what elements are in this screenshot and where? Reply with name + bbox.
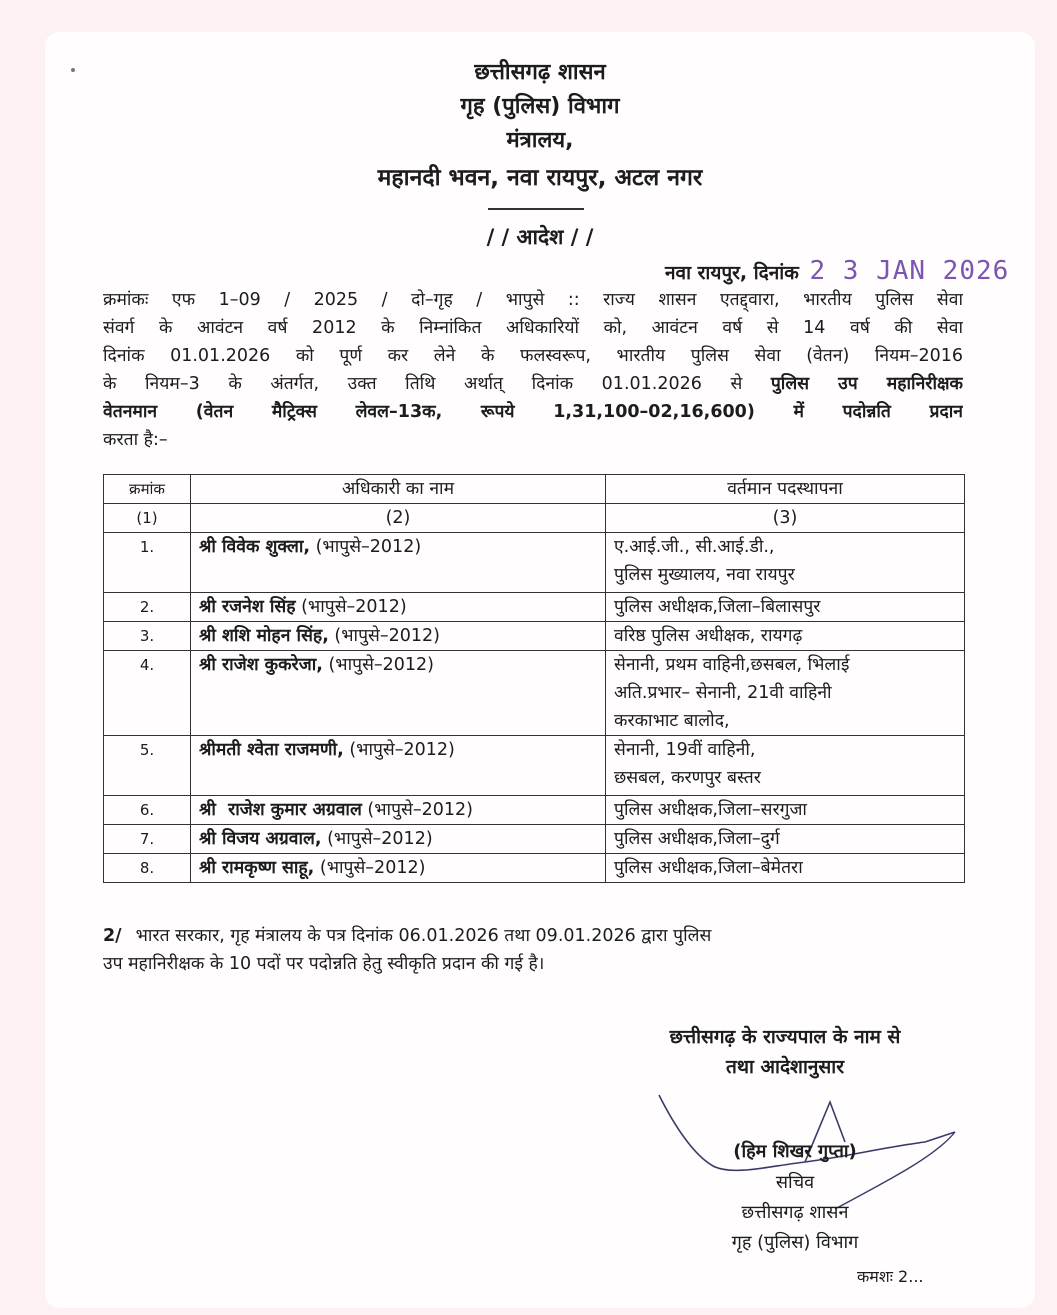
- continued-note: कमशः 2...: [857, 1267, 924, 1286]
- signatory-org-2: गृह (पुलिस) विभाग: [731, 1232, 859, 1253]
- order-paragraph: [103, 286, 963, 454]
- officer-name-cell: [191, 651, 606, 736]
- colnum-2: (2): [191, 504, 606, 533]
- rank-text: पुलिस उप महानिरीक्षक: [770, 374, 963, 394]
- posting-line: पुलिस अधीक्षक,जिला–सरगुजा: [614, 800, 807, 820]
- table-row: [104, 796, 965, 825]
- governor-line-2: तथा आदेशानुसार: [726, 1056, 844, 1078]
- posting-line: पुलिस अधीक्षक,जिला–बिलासपुर: [614, 597, 821, 617]
- dateline: [665, 256, 1009, 288]
- officer-batch: (भापुसे–2012): [301, 597, 407, 617]
- officer-name-cell: [191, 533, 606, 593]
- header-divider: [488, 208, 584, 210]
- paragraph-number: 2/: [103, 926, 122, 946]
- officer-name: श्री विजय अग्रवाल,: [199, 829, 322, 849]
- posting-line: पुलिस मुख्यालय, नवा रायपुर: [614, 565, 795, 585]
- serial-cell: 4.: [104, 651, 191, 736]
- posting-cell: [606, 825, 965, 854]
- officer-name: श्री रजनेश सिंह: [199, 597, 296, 617]
- paragraph-line: करता है:–: [103, 430, 168, 450]
- table-row: [104, 854, 965, 883]
- table-row: [104, 825, 965, 854]
- officer-name-cell: [191, 796, 606, 825]
- posting-line: ए.आई.जी., सी.आई.डी.,: [614, 537, 775, 557]
- posting-line: छसबल, करणपुर बस्तर: [614, 768, 761, 788]
- header-department: गृह (पुलिस) विभाग: [460, 94, 620, 119]
- signatory-org-1: छत्तीसगढ़ शासन: [741, 1202, 849, 1223]
- posting-line: करकाभाट बालोद,: [614, 711, 730, 731]
- officer-name: श्री शशि मोहन सिंह,: [199, 626, 329, 646]
- posting-cell: [606, 593, 965, 622]
- officer-name: श्री विवेक शुक्ला,: [199, 537, 311, 557]
- posting-line: पुलिस अधीक्षक,जिला–दुर्ग: [614, 829, 780, 849]
- officer-batch: (भापुसे–2012): [315, 537, 422, 557]
- officer-batch: (भापुसे–2012): [328, 655, 435, 675]
- posting-line: सेनानी, प्रथम वाहिनी,छसबल, भिलाई: [614, 655, 850, 675]
- posting-cell: [606, 796, 965, 825]
- paragraph-line: क्रमांकः एफ 1–09 / 2025 / दो–गृह / भापुसे :: राज्य शासन एतद्द्वारा, भारतीय पुलिस सेवा: [103, 290, 963, 310]
- paragraph-line: उप महानिरीक्षक के 10 पदों पर पदोन्नति हेतु स्वीकृति प्रदान की गई है।: [103, 954, 545, 974]
- table-row: [104, 622, 965, 651]
- header-government: छत्तीसगढ़ शासन: [474, 60, 606, 85]
- paragraph-line: दिनांक 01.01.2026 को पूर्ण कर लेने के फलस्वरूप, भारतीय पुलिस सेवा (वेतन) नियम–2016: [103, 346, 963, 366]
- header-address: महानदी भवन, नवा रायपुर, अटल नगर: [377, 165, 703, 191]
- officer-name: श्रीमती श्वेता राजमणी,: [199, 740, 344, 760]
- officer-name: श्री रामकृष्ण साहू,: [199, 858, 315, 878]
- paragraph-line-text: भारत सरकार, गृह मंत्रालय के पत्र दिनांक 06.01.2026 तथा 09.01.2026 द्वारा पुलिस: [135, 926, 712, 946]
- signatory-name: (हिम शिखर गुप्ता): [733, 1141, 857, 1162]
- paragraph-line: [103, 922, 963, 950]
- signatory-designation: सचिव: [775, 1172, 815, 1193]
- officer-batch: (भापुसे–2012): [349, 740, 455, 760]
- table-row: [104, 533, 965, 593]
- officer-name-cell: [191, 622, 606, 651]
- posting-line: पुलिस अधीक्षक,जिला–बेमेतरा: [614, 858, 803, 878]
- date-stamp: 2 3 JAN 2026: [809, 256, 1010, 286]
- paragraph-line: [103, 370, 963, 398]
- colnum-1: (1): [104, 504, 191, 533]
- serial-cell: 7.: [104, 825, 191, 854]
- table-row: [104, 593, 965, 622]
- table-row: [104, 736, 965, 796]
- header-ministry: मंत्रालय,: [506, 128, 574, 153]
- second-paragraph: [103, 922, 963, 978]
- paragraph-line-text: के नियम–3 के अंतर्गत, उक्त तिथि अर्थात् दिनांक 01.01.2026 से: [103, 374, 743, 394]
- serial-cell: 5.: [104, 736, 191, 796]
- serial-cell: 3.: [104, 622, 191, 651]
- posting-line: सेनानी, 19वीं वाहिनी,: [614, 740, 756, 760]
- posting-cell: [606, 622, 965, 651]
- serial-cell: 1.: [104, 533, 191, 593]
- officer-name: श्री राजेश कुकरेजा,: [199, 655, 323, 675]
- officers-table: [103, 474, 965, 883]
- posting-cell: [606, 854, 965, 883]
- officer-name-cell: [191, 593, 606, 622]
- officer-batch: (भापुसे–2012): [367, 800, 473, 820]
- officer-name-cell: [191, 825, 606, 854]
- dateline-place: नवा रायपुर, दिनांक: [665, 262, 799, 284]
- officer-batch: (भापुसे–2012): [327, 829, 433, 849]
- document-page: [45, 32, 1035, 1308]
- colnum-3: (3): [606, 504, 965, 533]
- header-current-posting: वर्तमान पदस्थापना: [606, 475, 965, 504]
- serial-cell: 2.: [104, 593, 191, 622]
- officer-name: श्री राजेश कुमार अग्रवाल: [199, 800, 362, 820]
- officer-name-cell: [191, 854, 606, 883]
- officer-batch: (भापुसे–2012): [319, 858, 426, 878]
- officer-batch: (भापुसे–2012): [334, 626, 440, 646]
- header-officer-name: अधिकारी का नाम: [191, 475, 606, 504]
- header-serial: क्रमांक: [104, 475, 191, 504]
- serial-cell: 6.: [104, 796, 191, 825]
- table-row: [104, 651, 965, 736]
- paragraph-line: संवर्ग के आवंटन वर्ष 2012 के निम्नांकित अधिकारियों को, आवंटन वर्ष से 14 वर्ष की सेवा: [103, 318, 963, 338]
- table-colnum-row: [104, 504, 965, 533]
- governor-line-1: छत्तीसगढ़ के राज्यपाल के नाम से: [669, 1026, 901, 1048]
- serial-cell: 8.: [104, 854, 191, 883]
- posting-line: वरिष्ठ पुलिस अधीक्षक, रायगढ़: [614, 626, 803, 646]
- paragraph-line: वेतनमान (वेतन मैट्रिक्स लेवल–13क, रूपये 1,31,100–02,16,600) में पदोन्नति प्रदान: [103, 402, 963, 422]
- posting-cell: [606, 736, 965, 796]
- officer-name-cell: [191, 736, 606, 796]
- posting-cell: [606, 533, 965, 593]
- table-header-row: [104, 475, 965, 504]
- order-title: / / आदेश / /: [486, 225, 594, 249]
- posting-cell: [606, 651, 965, 736]
- posting-line: अति.प्रभार– सेनानी, 21वी वाहिनी: [614, 683, 832, 703]
